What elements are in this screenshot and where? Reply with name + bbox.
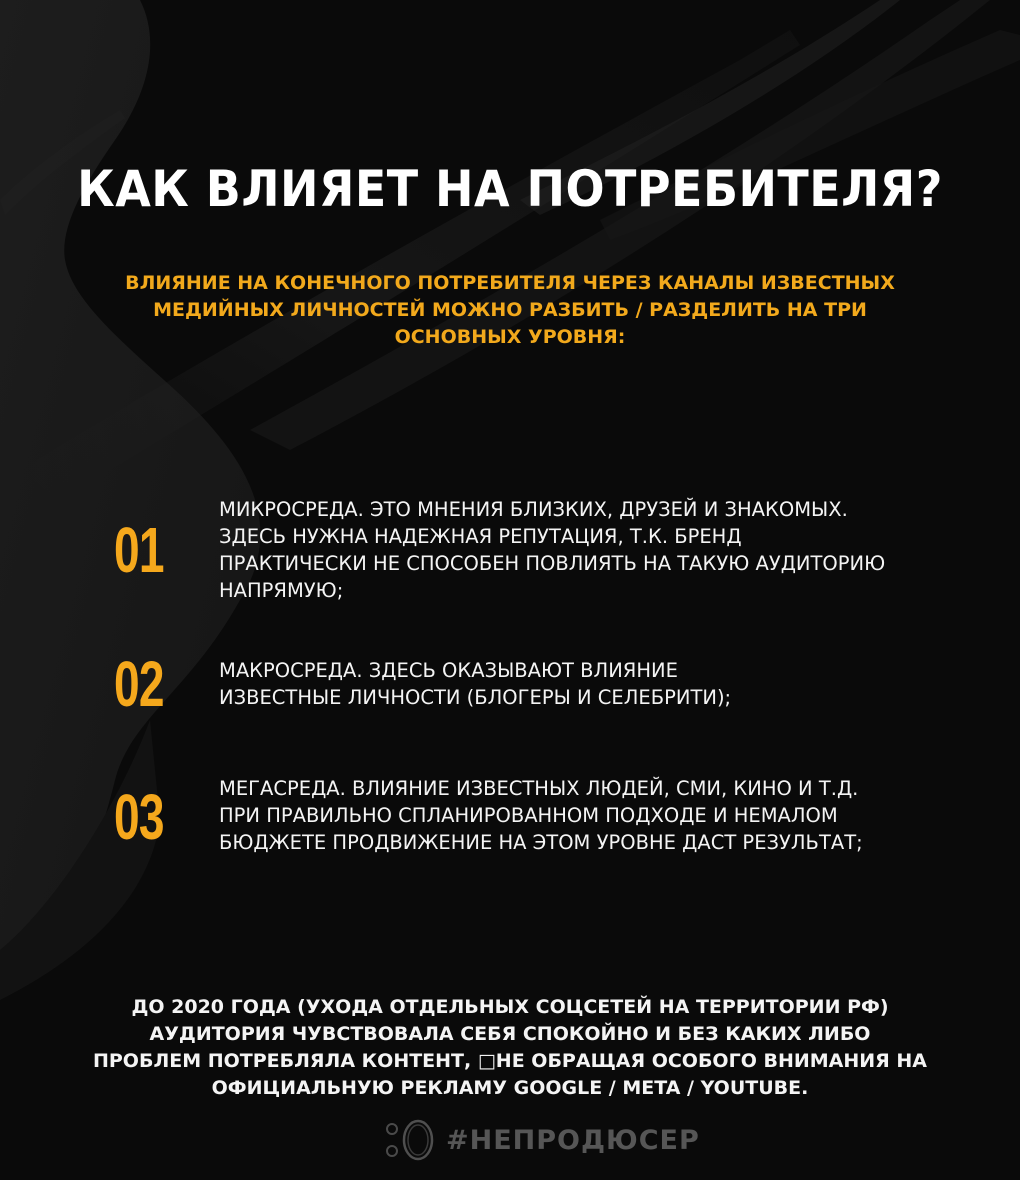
level-line: МИКРОСРЕДА. ЭТО МНЕНИЯ БЛИЗКИХ, ДРУЗЕЙ И ЗНАКОМЫХ. [219, 498, 848, 521]
level-description [219, 496, 939, 604]
level-line: МАКРОСРЕДА. ЗДЕСЬ ОКАЗЫВАЮТ ВЛИЯНИЕ [219, 659, 678, 682]
outro-line: ДО 2020 ГОДА (УХОДА ОТДЕЛЬНЫХ СОЦСЕТЕЙ НА ТЕРРИТОРИИ РФ) [131, 996, 889, 1018]
intro-paragraph [110, 270, 910, 351]
level-description [219, 775, 939, 856]
level-number: 01 [114, 514, 164, 586]
outro-line: ПРОБЛЕМ ПОТРЕБЛЯЛА КОНТЕНТ, □НЕ ОБРАЩАЯ ОСОБОГО ВНИМАНИЯ НА [92, 1050, 928, 1072]
outro-line: АУДИТОРИЯ ЧУВСТВОВАЛА СЕБЯ СПОКОЙНО И БЕЗ КАКИХ ЛИБО [149, 1023, 871, 1045]
level-number: 02 [114, 648, 164, 720]
intro-line: ВЛИЯНИЕ НА КОНЕЧНОГО ПОТРЕБИТЕЛЯ ЧЕРЕЗ КАНАЛЫ ИЗВЕСТНЫХ [125, 272, 895, 294]
level-line: ПРИ ПРАВИЛЬНО СПЛАНИРОВАННОМ ПОДХОДЕ И НЕМАЛОМ [219, 804, 838, 827]
page-title: КАК ВЛИЯЕТ НА ПОТРЕБИТЕЛЯ? [77, 160, 943, 218]
footer-brand [380, 1118, 700, 1162]
intro-line: МЕДИЙНЫХ ЛИЧНОСТЕЙ МОЖНО РАЗБИТЬ / РАЗДЕЛИТЬ НА ТРИ [153, 299, 867, 321]
level-line: НАПРЯМУЮ; [219, 579, 344, 602]
level-line: ЗДЕСЬ НУЖНА НАДЕЖНАЯ РЕПУТАЦИЯ, Т.К. БРЕНД [219, 525, 742, 548]
hashtag-label: #НЕПРОДЮСЕР [446, 1124, 700, 1156]
level-line: ПРАКТИЧЕСКИ НЕ СПОСОБЕН ПОВЛИЯТЬ НА ТАКУЮ АУДИТОРИЮ [219, 552, 886, 575]
level-number: 03 [114, 781, 164, 853]
outro-paragraph [60, 994, 960, 1102]
level-line: ИЗВЕСТНЫЕ ЛИЧНОСТИ (БЛОГЕРЫ И СЕЛЕБРИТИ); [219, 686, 732, 709]
outro-line: ОФИЦИАЛЬНУЮ РЕКЛАМУ GOOGLE / META / YOUTUBE. [211, 1077, 809, 1099]
colon-o-logo-icon [380, 1118, 436, 1162]
intro-line: ОСНОВНЫХ УРОВНЯ: [394, 326, 626, 348]
level-description [219, 657, 939, 711]
level-line: МЕГАСРЕДА. ВЛИЯНИЕ ИЗВЕСТНЫХ ЛЮДЕЙ, СМИ, КИНО И Т.Д. [219, 777, 859, 800]
level-line: БЮДЖЕТЕ ПРОДВИЖЕНИЕ НА ЭТОМ УРОВНЕ ДАСТ РЕЗУЛЬТАТ; [219, 831, 863, 854]
